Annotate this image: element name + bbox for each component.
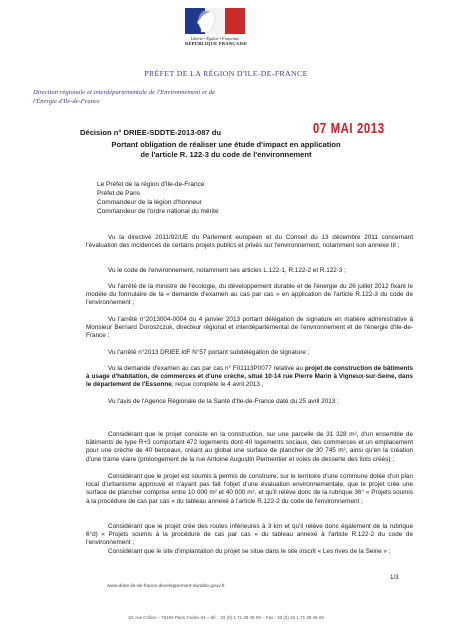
website-link[interactable]: www.driee.ile-de-france.developpement-durable.gouv.fr [107,584,225,589]
republic-motto: Liberté • Égalité • Fraternité [190,36,240,41]
signatory-line: Préfet de Paris [97,190,140,197]
decision-title-line-1: Portant obligation de réaliser une étude d'impact en application [111,140,341,149]
prefect-heading: PRÉFET DE LA RÉGION D'ILE-DE-FRANCE [144,69,308,78]
signatory-block [97,180,219,216]
signatory-line: Commandeur de l'ordre national du mérite [97,208,219,215]
marianne-logo [185,8,248,46]
considerant-projet: Considérant que le projet consiste en la construction, sur une parcelle de 31 328 m², d'un ensemble de bâtiments de type R+3 comportant 472 logements dont 40 logements sociaux, des commerces et un emplacement pour une crèche de 40 berceaux, créant au global une surface de plancher de 30 745 m², ainsi qu'en la création d'une trame viaire (prolongement de la rue Antoine Augustin Permentier et voies de desserte des îlots créés) ; [86,431,413,463]
tricolor-flag [185,8,245,34]
decision-title-line-2: de l'article R. 122-3 du code de l'environnement [140,150,312,159]
vu-directive: Vu la directive 2011/92/UE du Parlement européen et du Conseil du 13 décembre 2011 concernant l'évaluation des incidences de certains projets publics et privés sur l'environnement, notamment son annexe III ; [86,234,413,250]
signatory-line: Le Préfet de la région d'Ile-de-France [97,181,205,188]
vu-demande-examen [86,365,413,390]
project-description: projet de construction de bâtiments à usage d'habitation, de commerces et d'une crèche, situé 10-14 rue Pierre Marin à Vigneux-sur-Seine, dans le département de l'Essonne [86,365,413,389]
considerant-permis: Considérant que le projet est soumis à permis de construire, sur le territoire d'une commune dotée d'un plan local d'urbanisme approuvé et n'ayant pas fait l'objet d'une évaluation environnementale, que le projet crée une surface de plancher comprise entre 10 000 m² et 40 000 m², et qu'il relève donc de la rubrique 36° « Projets soumis à la procédure de cas par cas » du tableau annexé à l'article R.122-2 du code de l'environnement ; [86,473,413,505]
considerant-routes: Considérant que le projet crée des routes inférieures à 3 km et qu'il relève donc également de la rubrique 6°d) « Projets soumis à la procédure de cas par cas » du tableau annexé à l'article R.122-2 du code de l'environnement ; [86,523,413,547]
vu-arrete-delegation: Vu l'arrêté n°2013004-0004 du 4 janvier 2013 portant délégation de signature en matière administrative à Monsieur Bernard Doroszczuk, directeur régional et interdépartemental de l'environnement et de l'énergie d'Ile-de-France ; [86,316,413,340]
vu-demande-text: Vu la demande d'examen au cas par cas n° F01113P0077 relative au [108,365,305,372]
decision-number: Décision n° DRIEE-SDDTE-2013-087 du [80,128,222,137]
page-number: 1/3 [390,574,399,581]
marianne-profile-icon [191,9,221,33]
republic-name: RÉPUBLIQUE FRANÇAISE [185,41,248,46]
date-stamp: 07 MAI 2013 [313,121,385,137]
vu-avis-ars: Vu l'avis de l'Agence Régionale de la Santé d'Ile-de-France daté du 25 avril 2013 ; [108,398,339,405]
vu-arrete-ministre: Vu l'arrêté de la ministre de l'écologie, du développement durable et de l'énergie du 26 juillet 2012 fixant le modèle du formulaire de la « demande d'examen au cas par cas » en application de l'article R.122-3 du code de l'environnement ; [86,283,413,307]
vu-code-environnement: Vu le code de l'environnement, notamment ses articles L.122-1, R.122-2 et R.122-3 ; [108,267,346,274]
signatory-line: Commandeur de la légion d'honneur [97,199,202,206]
vu-subdelegation: Vu l'arrêté n°2013 DRIEE IdF N°57 portant subdélégation de signature ; [108,349,310,356]
decision-title [30,140,422,160]
direction-name: Direction régionale et interdépartementale de l'Environnement et de l'Énergie d'Ile-de-France [33,89,215,105]
considerant-site: Considérant que le site d'implantation du projet se situe dans le site inscrit « Les rives de la Seine » ; [108,548,391,555]
vu-demande-date: , reçue complète le 4 avril 2013 ; [171,381,264,389]
postal-address: 10, rue Crillon – 75194 Paris Cedex 04 – tél. : 33 (0) 1 71 28 45 00 – Fax : 33 (0) 33 1 71 28 46 00 [128,615,324,620]
